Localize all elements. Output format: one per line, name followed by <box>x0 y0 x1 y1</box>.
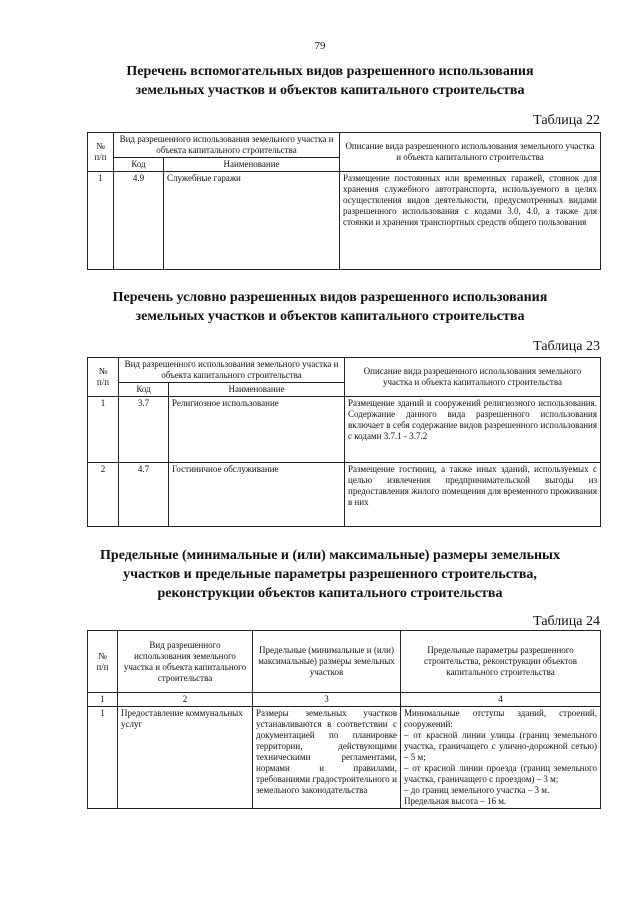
header-code: Код <box>114 158 164 172</box>
header-vri-group: Вид разрешенного использования земельного участка и объекта капитального строительства <box>119 358 345 383</box>
row-description: Размещение постоянных или временных гаражей, стоянок для хранения служебного автотранспорта, используемого в целях осуществления видов деятельности, предусмотренных видами разрешенного использования с кодами 3.0, 4.0, а также для стоянки и хранения транспортных средств общего пользования <box>340 172 601 270</box>
column-number: 1 <box>88 693 118 707</box>
row-code: 4.9 <box>114 172 164 270</box>
section-title-limit-parameters <box>60 546 600 603</box>
row-name: Религиозное использование <box>169 397 345 463</box>
row-name: Гостиничное обслуживание <box>169 463 345 527</box>
table-row <box>88 707 601 809</box>
table-header-row <box>88 631 601 693</box>
section-title-line: реконструкции объектов капитального строительства <box>157 586 503 601</box>
section-title-line: Перечень вспомогательных видов разрешенного использования <box>126 64 534 79</box>
row-use-kind: Предоставление коммунальных услуг <box>118 707 253 809</box>
table-22 <box>87 132 601 270</box>
row-construction-params: Минимальные отступы зданий, строений, сооружений: – от красной линии улицы (границ земельного участка, граничащего с улично-дорожной сетью) – 5 м; – от красной линии проезда (границ земельного участка, граничащего с проездом) – 3 м; – до границ земельного участка – 3 м. Предельная высота – 16 м. <box>401 707 601 809</box>
section-title-auxiliary-uses <box>60 62 600 100</box>
header-construction-params: Предельные параметры разрешенного строительства, реконструкции объектов капитального строительства <box>401 631 601 693</box>
header-use-kind: Вид разрешенного использования земельного участка и объекта капитального строительства <box>118 631 253 693</box>
column-number: 3 <box>253 693 401 707</box>
page-number: 79 <box>314 40 326 52</box>
row-code: 3.7 <box>119 397 169 463</box>
table-24 <box>87 630 601 809</box>
header-num: № п/п <box>88 631 118 693</box>
section-title-line: Предельные (минимальные и (или) максимальные) размеры земельных <box>100 548 560 563</box>
table-header-row <box>88 358 601 383</box>
section-title-line: земельных участков и объектов капитального строительства <box>135 309 525 324</box>
header-code: Код <box>119 383 169 397</box>
table-label: Таблица 23 <box>533 339 600 354</box>
header-description: Описание вида разрешенного использования земельного участка и объекта капитального строительства <box>340 133 601 172</box>
row-num: 2 <box>88 463 119 527</box>
table-row <box>88 463 601 527</box>
row-description: Размещение гостиниц, а также иных зданий, используемых с целью извлечения предпринимательской выгоды из предоставления жилого помещения для временного проживания в них <box>345 463 601 527</box>
column-number: 2 <box>118 693 253 707</box>
row-name: Служебные гаражи <box>164 172 340 270</box>
header-name: Наименование <box>169 383 345 397</box>
header-name: Наименование <box>164 158 340 172</box>
header-num: № п/п <box>88 133 114 172</box>
header-vri-group: Вид разрешенного использования земельного участка и объекта капитального строительства <box>114 133 340 158</box>
section-title-conditional-uses <box>60 288 600 326</box>
header-description: Описание вида разрешенного использования земельного участка и объекта капитального строительства <box>345 358 601 397</box>
row-plot-sizes: Размеры земельных участков устанавливаются в соответствии с документацией по планировке территории, действующими техническими регламентами, нормами и правилами, требованиями градостроительного и земельного законодательства <box>253 707 401 809</box>
table-header-row <box>88 133 601 158</box>
table-row <box>88 172 601 270</box>
table-label: Таблица 24 <box>533 614 600 629</box>
column-number: 4 <box>401 693 601 707</box>
section-title-line: участков и предельные параметры разрешенного строительства, <box>123 567 537 582</box>
header-plot-sizes: Предельные (минимальные и (или) максимальные) размеры земельных участков <box>253 631 401 693</box>
table-23 <box>87 357 601 527</box>
row-description: Размещение зданий и сооружений религиозного использования. Содержание данного вида разрешенного использования включает в себя содержание видов разрешенного использования с кодами 3.7.1 - 3.7.2 <box>345 397 601 463</box>
table-row <box>88 397 601 463</box>
row-num: 1 <box>88 707 118 809</box>
row-code: 4.7 <box>119 463 169 527</box>
column-number-row <box>88 693 601 707</box>
row-num: 1 <box>88 172 114 270</box>
header-num: № п/п <box>88 358 119 397</box>
section-title-line: земельных участков и объектов капитального строительства <box>135 83 525 98</box>
table-label: Таблица 22 <box>533 113 600 128</box>
section-title-line: Перечень условно разрешенных видов разрешенного использования <box>112 290 548 305</box>
row-num: 1 <box>88 397 119 463</box>
